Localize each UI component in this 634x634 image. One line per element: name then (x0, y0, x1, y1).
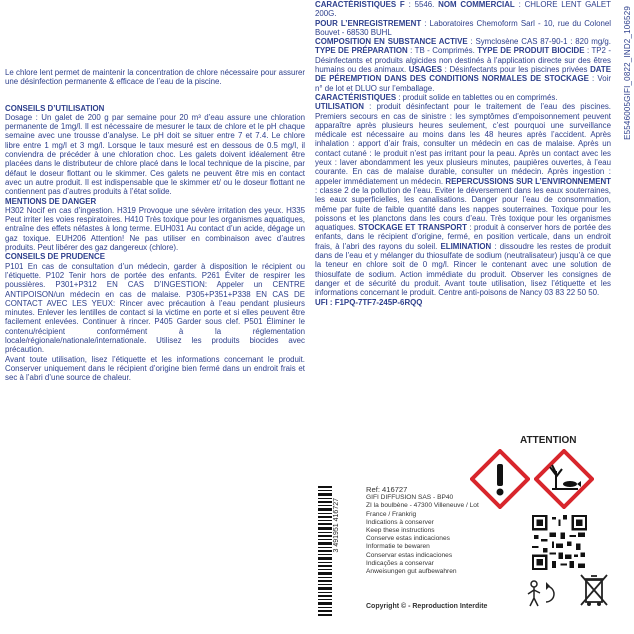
barcode (318, 486, 332, 616)
intro-text: Le chlore lent permet de maintenir la concentration de chlore nécessaire pour assurer une désinfection permanente & efficace de l’eau de la piscine. (5, 68, 305, 87)
info-line: Anweisungen gut aufbewahren (366, 568, 457, 576)
product-type-value: : TP2 -Désinfectants et produits algicides non destinés à l’application directe sur des êtres humains ou des animaux. (315, 46, 611, 75)
use-value: : produit désinfectant pour le traitement de l’eau des piscines. Premiers secours en cas de sinistre : les symptômes d’empoisonnement peuvent apparaître après plusieurs heures seulement, c’est pourquoi une surveillance médicale est nécessaire au moins dans les 48 heures après l’accident. Après inhalation : apport d’air frais, consulter un médecin en cas de malaise. Après un contact cutané : le produit n’est pas irritant pour la peau. Après un contact avec les yeux : laver abondamment les yeux plusieurs minutes, paupières ouvertes, à l’eau courante. En cas de malaise durable, consulter un médecin. Après ingestion : appeler immédiatement un médecin. (315, 102, 611, 186)
elimination-label: ELIMINATION (440, 241, 492, 251)
info-line: Keep these instructions (366, 527, 435, 535)
commercial-label: NOM COMMERCIAL (438, 0, 515, 9)
info-line: Indications à conserver (366, 518, 434, 526)
expiry-value: : Voir n° de lot et DLUO sur l’emballage. (315, 74, 611, 93)
prudence-text: P101 En cas de consultation d’un médecin, garder à disposition le récipient ou l’étiquette. P102 Tenir hors de portée des enfants. P261 Éviter de respirer les poussières. P301+P312 EN CAS D’INGESTION: Appeler un CENTRE ANTIPOISON/un médecin en cas de malaise. P305+P351+P338 EN CAS DE CONTACT AVEC LES YEUX: Rincer avec précaution à l’eau pendant plusieurs minutes. Enlever les lentilles de contact si la victime en porte et si elles peuvent être facilement enlevées. Continuer à rincer. P405 Garder sous clef. P501 Éliminer le contenu/récipient conformément à la réglementation locale/régionale/nationale/internationale. Utilisez les produits biocides avec précaution. (5, 261, 305, 355)
info-line: Conserve estas indicaciones (366, 535, 450, 543)
info-line: Indicações a conservar (366, 559, 434, 567)
usages-label: USAGES (408, 65, 443, 75)
registration-value: : Laboratoires Chemoform Sarl - 10, rue du Colonel Bouvet - 68530 BUHL (315, 18, 611, 37)
info-line: Informatie te bewaren (366, 543, 430, 551)
characteristics-info (315, 93, 611, 102)
env-label: REPERCUSSIONS SUR L’ENVIRONNEMENT (445, 176, 612, 186)
crossed-bin-icon (578, 572, 610, 610)
attention-signal-word: ATTENTION (520, 435, 577, 446)
info-line: ZI la boulbène - 47300 Villeneuve / Lot (366, 502, 479, 510)
safety-footer-text: Avant toute utilisation, lisez l’étiquette et les informations concernant le produit. Conserver uniquement dans le récipient d’origine bien fermé dans un endroit frais et sec à l’abri d’une source de chaleur. (5, 354, 305, 383)
composition-value: : Symclosène CAS 87-90-1 : 820 mg/g. (467, 37, 611, 47)
usages-value: : Désinfectants pour les piscines privées (442, 65, 591, 75)
env-value: : classe 2 de la pollution de l’eau. Eviter le déversement dans les eaux souterraines, les eaux superficielles, les canalisations. Danger pour l’eau de consommation, même par fuite de faible quantité dans les nappes souterraines. Toxique pour les poissons et les planctons dans les cours d’eau. Très toxique pour les organismes aquatiques. (315, 185, 611, 233)
preparation-label: TYPE DE PRÉPARATION (315, 46, 408, 56)
qr-code-icon (532, 515, 587, 570)
composition-info (315, 37, 611, 93)
left-column (5, 0, 305, 383)
usage-text: Dosage : Un galet de 200 g par semaine pour 20 m³ d’eau assure une chloration permanente de 1mg/l. Il est nécessaire de mesurer le taux de chlore et le pH chaque semaine avec une trousse d’analyse. Le pH doit se situer entre 7 et 7.4. Le chlore libre entre 1 mg/l et 3 mg/l. Lorsque le taux mesuré est en dessous de 0.5 mg/l, il conviendra de précéder à une chloration choc. Les galets doivent idéalement être placées dans le distributeur de chlore placé dans le local technique de la piscine, par défaut le doseur flottant ou le skimmer. Ces galets ne peuvent être mis en contact avec un autre produit. Il est indispensable que le skimmer et/ ou le doseur flottant ne contiennent pas d’autres produits à l’état solide. (5, 112, 305, 197)
composition-label: COMPOSITION EN SUBSTANCE ACTIVE (315, 37, 468, 47)
char-value: : 5546. (404, 0, 439, 9)
preparation-value: : TB - Comprimés. (407, 46, 478, 56)
danger-heading: MENTIONS DE DANGER (5, 196, 97, 206)
storage-label: STOCKAGE ET TRANSPORT (358, 223, 467, 233)
commercial-value: : CHLORE LENT GALET 200G. (315, 0, 612, 19)
danger-text: H302 Nocif en cas d’ingestion. H319 Provoque une sévère irritation des yeux. H335 Peut irriter les voies respiratoires. H410 Très toxique pour les organismes aquatiques, entraîne des effets néfastes à long terme. EUH031 Au contact d’un acide, dégage un gaz toxique. EUH206 Attention! Ne pas utiliser en combinaison avec d’autres produits. Peut libérer des gaz dangereux (chlore). (5, 205, 305, 253)
copyright-notice: Copyright © - Reproduction Interdite (366, 603, 488, 610)
elimination-value: : dissoudre les restes de produit dans de l’eau et y mélanger du thiosulfate de sodium (neutralisateur) jusqu’à ce que la teneur en chlore soit de 0 mg/l. Rincer le contenant avec une solution de thiosulfate de sodium. Action immédiate du produit. Observer les consignes de danger et de sécurité du produit. Avant toute utilisation, lisez l’étiquette et les informations concernant le produit. Centre anti-poisons de Nancy 03 83 22 50 50. (315, 241, 611, 298)
distributor-info (366, 486, 486, 576)
right-column (315, 0, 611, 307)
info-line: France / Frankrig (366, 510, 417, 518)
product-info (315, 0, 611, 19)
prudence-heading: CONSEILS DE PRUDENCE (5, 252, 105, 262)
registration-info (315, 19, 611, 38)
barcode-number: 3 491951 416727 (333, 498, 340, 553)
use-info (315, 102, 611, 297)
reference-number: Ref: 416727 (366, 485, 408, 494)
info-line: Conservar estas indicaciones (366, 551, 453, 559)
vertical-label-code: E5546005GIFI_0822_IND2_106529 (623, 6, 632, 140)
expiry-label: DATE DE PÉREMPTION DANS DES CONDITIONS NORMALES DE STOCKAGE (315, 65, 611, 84)
environment-hazard-icon (534, 449, 594, 509)
usage-heading: CONSEILS D’UTILISATION (5, 103, 105, 113)
info-line: GIFI DIFFUSION SAS - BP40 (366, 494, 454, 502)
characteristics-label: CARACTÉRISTIQUES (315, 92, 397, 102)
characteristics-value: : produit solide en tablettes ou en comprimés. (396, 92, 558, 102)
product-type-label: TYPE DE PRODUIT BIOCIDE (477, 46, 585, 56)
registration-label: POUR L’ENREGISTREMENT (315, 18, 422, 28)
ufi-code: UFI : F1PQ-7TF7-245P-6RQQ (315, 297, 423, 307)
triman-icon (524, 576, 560, 610)
char-label: CARACTÉRISTIQUES F (315, 0, 405, 9)
storage-value: : produit à conserver hors de portée des enfants, dans le récipient d’origine, fermé, en position verticale, dans un endroit frais, à l’abri des rayons du soleil. (315, 223, 611, 251)
use-label: UTILISATION (315, 102, 364, 112)
